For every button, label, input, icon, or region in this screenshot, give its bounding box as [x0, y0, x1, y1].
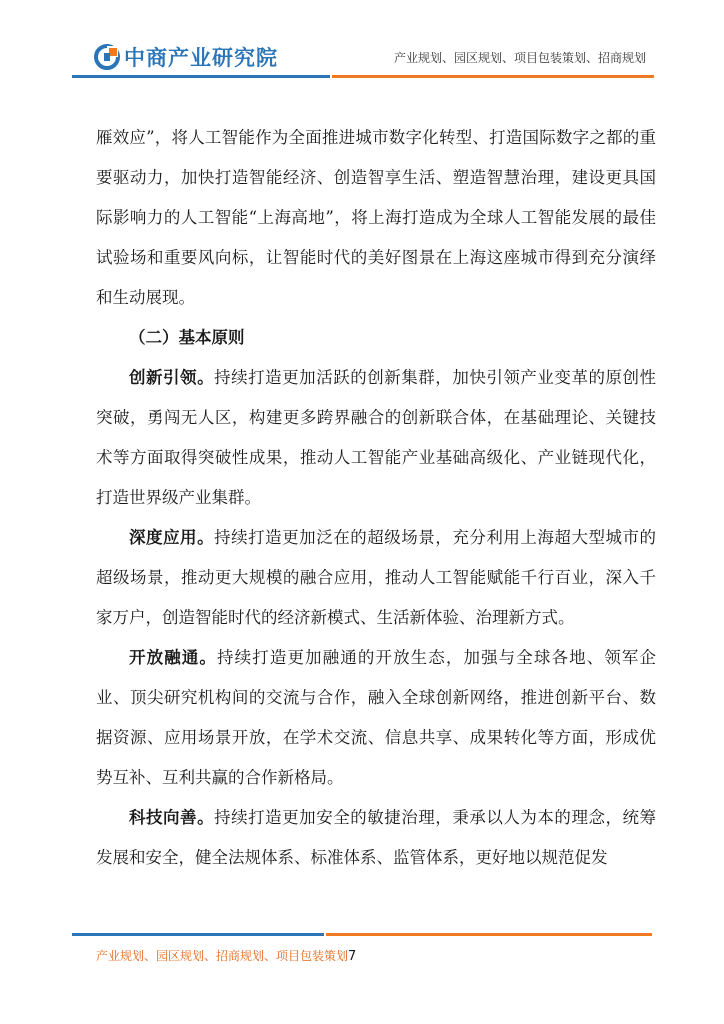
footer-divider-orange: [326, 933, 652, 936]
principle-paragraph: [96, 638, 656, 798]
principle-lead: 科技向善。: [129, 808, 215, 827]
principle-lead: 深度应用。: [129, 528, 215, 547]
brand-logo: [94, 42, 278, 72]
header-divider-blue: [72, 75, 330, 78]
footer-tagline: 产业规划、园区规划、招商规划、项目包装策划: [96, 949, 349, 963]
principle-text: 持续打造更加活跃的创新集群，加快引领产业变革的原创性突破，勇闯无人区，构建更多跨界融合的创新联合体，在基础理论、关键技术等方面取得突破性成果，推动人工智能产业基础高级化、产业链现代化，打造世界级产业集群。: [96, 368, 657, 507]
header-divider-orange: [332, 75, 654, 78]
page-footer: [96, 947, 356, 964]
principle-text: 持续打造更加安全的敏捷治理，秉承以人为本的理念，统筹发展和安全，健全法规体系、标准体系、监管体系，更好地以规范促发: [96, 808, 657, 867]
brand-name: 中商产业研究院: [124, 46, 278, 70]
section-heading: （二）基本原则: [129, 328, 245, 347]
intro-paragraph: 雁效应”，将人工智能作为全面推进城市数字化转型、打造国际数字之都的重要驱动力，加快打造智能经济、创造智享生活、塑造智慧治理，建设更具国际影响力的人工智能“上海高地”，将上海打造成为全球人工智能发展的最佳试验场和重要风向标，让智能时代的美好图景在上海这座城市得到充分演绎和生动展现。: [96, 128, 656, 307]
principle-paragraph: [96, 358, 656, 518]
principle-text: 持续打造更加融通的开放生态，加强与全球各地、领军企业、顶尖研究机构间的交流与合作，融入全球创新网络，推进创新平台、数据资源、应用场景开放，在学术交流、信息共享、成果转化等方面，形成优势互补、互利共赢的合作新格局。: [96, 648, 657, 787]
principle-lead: 开放融通。: [129, 648, 218, 667]
page-number: 7: [348, 949, 357, 964]
brand-logo-icon: [94, 44, 120, 70]
principle-paragraph: [96, 798, 656, 878]
principle-paragraph: [96, 518, 656, 638]
page-header: [0, 0, 724, 90]
header-tagline: 产业规划、园区规划、项目包装策划、招商规划: [393, 51, 646, 65]
footer-divider-blue: [72, 933, 324, 936]
principle-lead: 创新引领。: [129, 368, 215, 387]
document-body: [96, 118, 656, 878]
principle-text: 持续打造更加泛在的超级场景，充分利用上海超大型城市的超级场景，推动更大规模的融合应用，推动人工智能赋能千行百业，深入千家万户，创造智能时代的经济新模式、生活新体验、治理新方式。: [96, 528, 657, 627]
